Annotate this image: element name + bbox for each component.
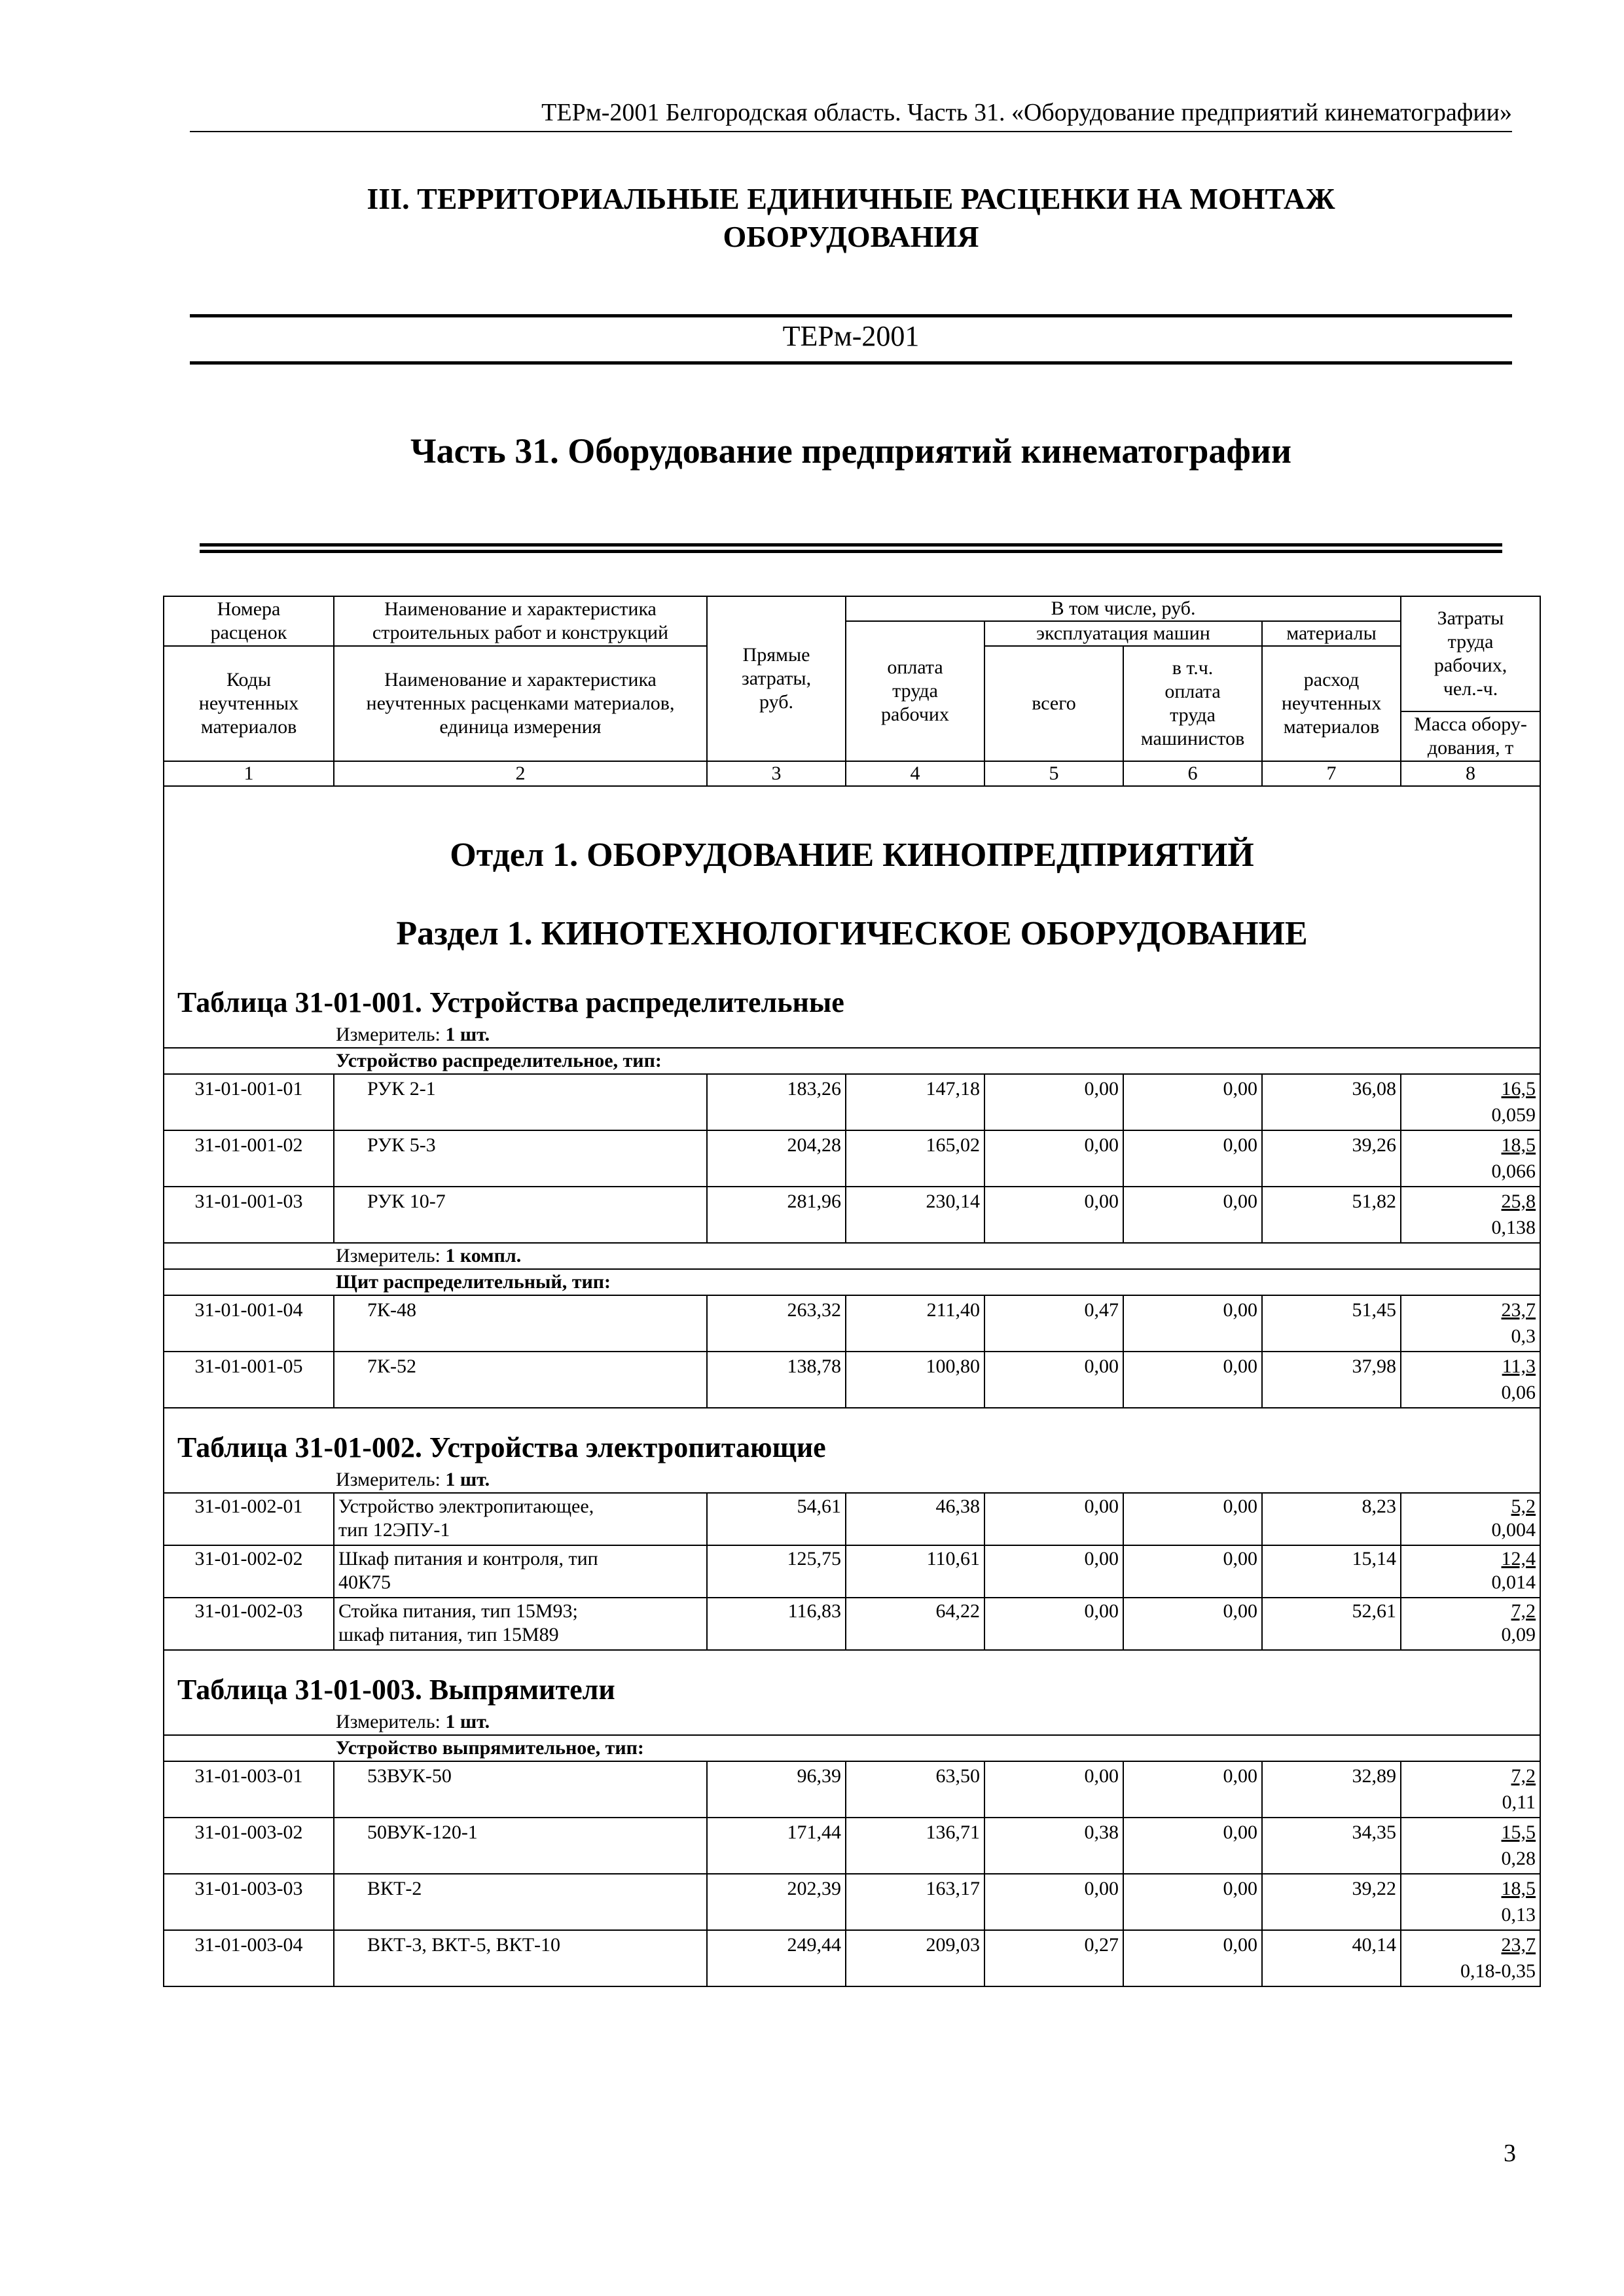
direct-cost: 263,32 [707,1295,846,1352]
machinist-pay: 0,00 [1123,1295,1262,1352]
t1-rows2 [164,1295,1540,1408]
direct-cost: 138,78 [707,1352,846,1408]
rate-code: 31-01-003-01 [164,1761,334,1818]
part-title: Часть 31. Оборудование предприятий кинематографии [410,431,1291,471]
col8a-line1: Затраты [1437,607,1504,629]
machinist-pay: 0,00 [1123,1874,1262,1930]
work-name: РУК 5-3 [334,1130,707,1187]
labor-hours: 18,5 [1501,1134,1536,1156]
labor-hours: 11,3 [1502,1355,1536,1377]
direct-cost: 202,39 [707,1874,846,1930]
colnum-7: 7 [1262,761,1401,786]
table-row [164,1493,1540,1545]
rate-code: 31-01-001-04 [164,1295,334,1352]
part-rule-2 [200,550,1502,553]
table-row [164,1545,1540,1598]
materials-cost: 51,45 [1262,1295,1401,1352]
col2a-line2: строительных работ и конструкций [372,622,669,643]
col2b-line3: единица измерения [439,716,602,738]
labor-hours: 7,2 [1511,1765,1536,1787]
col6-head [1123,646,1262,761]
work-name-line2: 40К75 [338,1571,391,1593]
work-name: РУК 10-7 [334,1187,707,1243]
direct-cost: 204,28 [707,1130,846,1187]
t1-sub1: Устройство распределительное, тип: [164,1048,1540,1074]
labor-pay: 63,50 [846,1761,984,1818]
col2-head-top [334,596,707,646]
labor-pay: 211,40 [846,1295,984,1352]
t3-meas-label: Измеритель: [336,1711,446,1732]
colnum-1: 1 [164,761,334,786]
materials-cost: 36,08 [1262,1074,1401,1130]
labor-and-mass [1401,1761,1540,1818]
main-title-line-1: III. ТЕРРИТОРИАЛЬНЫЕ ЕДИНИЧНЫЕ РАСЦЕНКИ НА МОНТАЖ [367,182,1335,215]
direct-cost: 96,39 [707,1761,846,1818]
col7-line2: неучтенных [1281,692,1382,714]
labor-and-mass [1401,1295,1540,1352]
price-table [163,596,1541,1987]
col1-head-top [164,596,334,646]
col8a-line2: труда [1447,631,1494,653]
work-name: 53ВУК-50 [334,1761,707,1818]
col4-line2: труда [892,680,938,702]
col6-line3: труда [1170,704,1216,726]
machinist-pay: 0,00 [1123,1187,1262,1243]
table-row [164,1130,1540,1187]
t3-sub: Устройство выпрямительное, тип: [164,1735,1540,1761]
equipment-mass: 0,06 [1501,1382,1536,1403]
colnum-2: 2 [334,761,707,786]
t1-meas1-value: 1 шт. [445,1024,490,1045]
direct-cost: 183,26 [707,1074,846,1130]
col2-head-bottom [334,646,707,761]
materials-cost: 8,23 [1262,1493,1401,1545]
rate-code: 31-01-003-04 [164,1930,334,1986]
work-name [334,1545,707,1598]
col7-line1: расход [1303,669,1360,691]
equipment-mass: 0,059 [1491,1104,1536,1126]
machine-total: 0,00 [984,1874,1123,1930]
t1-meas1 [164,1022,1540,1048]
equipment-mass: 0,18-0,35 [1460,1960,1536,1982]
materials-cost: 40,14 [1262,1930,1401,1986]
labor-hours: 25,8 [1501,1191,1536,1212]
rate-code: 31-01-001-05 [164,1352,334,1408]
labor-pay: 163,17 [846,1874,984,1930]
machinist-pay: 0,00 [1123,1818,1262,1874]
machinist-pay: 0,00 [1123,1545,1262,1598]
col3-line3: руб. [759,691,793,713]
colnum-4: 4 [846,761,984,786]
col8a-line4: чел.-ч. [1443,678,1498,700]
labor-pay: 136,71 [846,1818,984,1874]
col1b-line2: неучтенных [198,692,299,714]
labor-hours: 23,7 [1501,1299,1536,1321]
table-row [164,1187,1540,1243]
machinist-pay: 0,00 [1123,1761,1262,1818]
labor-hours: 5,2 [1511,1496,1536,1517]
labor-and-mass [1401,1874,1540,1930]
table-row [164,1761,1540,1818]
materials-cost: 34,35 [1262,1818,1401,1874]
labor-hours: 15,5 [1501,1821,1536,1843]
machine-total: 0,00 [984,1187,1123,1243]
t1-meas2-label: Измеритель: [336,1245,446,1266]
equipment-mass: 0,066 [1491,1160,1536,1182]
work-name: ВКТ-3, ВКТ-5, ВКТ-10 [334,1930,707,1986]
labor-and-mass [1401,1130,1540,1187]
labor-hours: 12,4 [1501,1548,1536,1570]
machine-total: 0,00 [984,1074,1123,1130]
labor-and-mass [1401,1074,1540,1130]
incl-head: В том числе, руб. [846,596,1401,621]
t2-rows [164,1493,1540,1650]
col1b-line1: Коды [226,669,272,691]
direct-cost: 125,75 [707,1545,846,1598]
labor-pay: 165,02 [846,1130,984,1187]
labor-and-mass [1401,1818,1540,1874]
labor-hours: 16,5 [1501,1078,1536,1100]
machinist-pay: 0,00 [1123,1074,1262,1130]
term-label: ТЕРм-2001 [782,320,920,352]
otdel-title: Отдел 1. ОБОРУДОВАНИЕ КИНОПРЕДПРИЯТИЙ [164,786,1540,878]
rate-code: 31-01-003-02 [164,1818,334,1874]
col7-head [1262,646,1401,761]
equipment-mass: 0,28 [1501,1848,1536,1869]
labor-hours: 7,2 [1511,1600,1536,1622]
table-row [164,1874,1540,1930]
direct-cost: 54,61 [707,1493,846,1545]
labor-pay: 209,03 [846,1930,984,1986]
direct-cost: 116,83 [707,1598,846,1650]
colnum-8: 8 [1401,761,1540,786]
page-number: 3 [1504,2140,1516,2167]
rate-code: 31-01-001-02 [164,1130,334,1187]
machine-total: 0,47 [984,1295,1123,1352]
labor-pay: 230,14 [846,1187,984,1243]
rate-code: 31-01-001-03 [164,1187,334,1243]
col8-head-top [1401,596,1540,711]
colnum-3: 3 [707,761,846,786]
machinist-pay: 0,00 [1123,1352,1262,1408]
table-row [164,1352,1540,1408]
col8-head-bottom [1401,711,1540,761]
machines-head: эксплуатация машин [984,621,1262,646]
equipment-mass: 0,004 [1491,1519,1536,1541]
col2b-line1: Наименование и характеристика [384,669,657,691]
equipment-mass: 0,138 [1491,1217,1536,1238]
colnum-5: 5 [984,761,1123,786]
materials-cost: 32,89 [1262,1761,1401,1818]
materials-cost: 37,98 [1262,1352,1401,1408]
t1-meas2 [164,1243,1540,1269]
equipment-mass: 0,3 [1511,1325,1536,1347]
rate-code: 31-01-001-01 [164,1074,334,1130]
materials-cost: 39,26 [1262,1130,1401,1187]
machinist-pay: 0,00 [1123,1930,1262,1986]
col4-head [846,621,984,761]
labor-hours: 18,5 [1501,1878,1536,1899]
term-rule-top [190,314,1512,317]
t1-rows1 [164,1074,1540,1243]
labor-and-mass [1401,1930,1540,1986]
equipment-mass: 0,09 [1501,1624,1536,1645]
col6-line4: машинистов [1140,728,1245,749]
t3-meas [164,1710,1540,1735]
col3-head [707,596,846,761]
materials-head: материалы [1262,621,1401,646]
col2b-line2: неучтенных расценками материалов, [366,692,675,714]
machine-total: 0,00 [984,1493,1123,1545]
col3-line2: затраты, [741,668,812,689]
col6-line2: оплата [1164,681,1221,702]
col8b-line2: дования, т [1427,737,1514,759]
razdel-title: Раздел 1. КИНОТЕХНОЛОГИЧЕСКОЕ ОБОРУДОВАНИЕ [164,878,1540,957]
col7-line3: материалов [1283,716,1380,738]
work-name: ВКТ-2 [334,1874,707,1930]
work-name-line1: Стойка питания, тип 15М93; [338,1600,578,1622]
t1-meas2-value: 1 компл. [445,1245,522,1266]
work-name: 50ВУК-120-1 [334,1818,707,1874]
equipment-mass: 0,11 [1502,1791,1536,1813]
col1-head-bottom [164,646,334,761]
t3-title: Таблица 31-01-003. Выпрямители [164,1650,1540,1710]
col8a-line3: рабочих, [1434,655,1507,676]
t2-meas [164,1467,1540,1493]
work-name: РУК 2-1 [334,1074,707,1130]
col1a-line1: Номера [217,598,281,620]
t3-rows [164,1761,1540,1986]
labor-pay: 46,38 [846,1493,984,1545]
t2-meas-label: Измеритель: [336,1469,446,1490]
machine-total: 0,00 [984,1598,1123,1650]
labor-pay: 110,61 [846,1545,984,1598]
work-name-line1: Шкаф питания и контроля, тип [338,1548,598,1570]
col1a-line2: расценок [210,622,287,643]
direct-cost: 281,96 [707,1187,846,1243]
labor-and-mass [1401,1352,1540,1408]
rate-code: 31-01-002-03 [164,1598,334,1650]
t1-sub2: Щит распределительный, тип: [164,1269,1540,1295]
main-title-line-2: ОБОРУДОВАНИЯ [723,220,979,253]
work-name-line2: шкаф питания, тип 15М89 [338,1624,559,1645]
labor-hours: 23,7 [1501,1934,1536,1956]
machinist-pay: 0,00 [1123,1130,1262,1187]
machine-total: 0,00 [984,1352,1123,1408]
machine-total: 0,00 [984,1130,1123,1187]
table-row [164,1818,1540,1874]
col8b-line1: Масса обору- [1414,713,1527,735]
machinist-pay: 0,00 [1123,1493,1262,1545]
labor-pay: 147,18 [846,1074,984,1130]
table-row [164,1074,1540,1130]
materials-cost: 51,82 [1262,1187,1401,1243]
col4-line1: оплата [887,656,943,678]
t3-meas-value: 1 шт. [445,1711,490,1732]
labor-and-mass [1401,1493,1540,1545]
t2-meas-value: 1 шт. [445,1469,490,1490]
machine-total: 0,38 [984,1818,1123,1874]
labor-and-mass [1401,1187,1540,1243]
equipment-mass: 0,014 [1491,1571,1536,1593]
work-name: 7К-48 [334,1295,707,1352]
direct-cost: 171,44 [707,1818,846,1874]
table-row [164,1295,1540,1352]
work-name-line2: тип 12ЭПУ-1 [338,1519,450,1541]
work-name: 7К-52 [334,1352,707,1408]
rate-code: 31-01-002-01 [164,1493,334,1545]
part-rule-1 [200,543,1502,547]
rate-code: 31-01-003-03 [164,1874,334,1930]
colnum-6: 6 [1123,761,1262,786]
running-header: ТЕРм-2001 Белгородская область. Часть 31. «Оборудование предприятий кинематографии» [541,99,1512,126]
machinist-pay: 0,00 [1123,1598,1262,1650]
col3-line1: Прямые [742,644,810,666]
labor-and-mass [1401,1598,1540,1650]
direct-cost: 249,44 [707,1930,846,1986]
col1b-line3: материалов [200,716,297,738]
table-row [164,1598,1540,1650]
term-rule-bottom [190,361,1512,365]
col6-line1: в т.ч. [1172,657,1214,679]
table-row [164,1930,1540,1986]
materials-cost: 39,22 [1262,1874,1401,1930]
materials-cost: 52,61 [1262,1598,1401,1650]
work-name [334,1493,707,1545]
machine-total: 0,00 [984,1761,1123,1818]
materials-cost: 15,14 [1262,1545,1401,1598]
main-title [190,180,1512,256]
t2-title: Таблица 31-01-002. Устройства электропитающие [164,1408,1540,1467]
machine-total: 0,27 [984,1930,1123,1986]
equipment-mass: 0,13 [1501,1904,1536,1926]
labor-pay: 100,80 [846,1352,984,1408]
labor-pay: 64,22 [846,1598,984,1650]
work-name [334,1598,707,1650]
t1-title: Таблица 31-01-001. Устройства распределительные [164,957,1540,1022]
header-rule [190,131,1512,132]
col5-head: всего [984,646,1123,761]
col2a-line1: Наименование и характеристика [384,598,657,620]
work-name-line1: Устройство электропитающее, [338,1496,594,1517]
machine-total: 0,00 [984,1545,1123,1598]
t1-meas1-label: Измеритель: [336,1024,446,1045]
rate-code: 31-01-002-02 [164,1545,334,1598]
labor-and-mass [1401,1545,1540,1598]
col4-line3: рабочих [881,704,949,725]
